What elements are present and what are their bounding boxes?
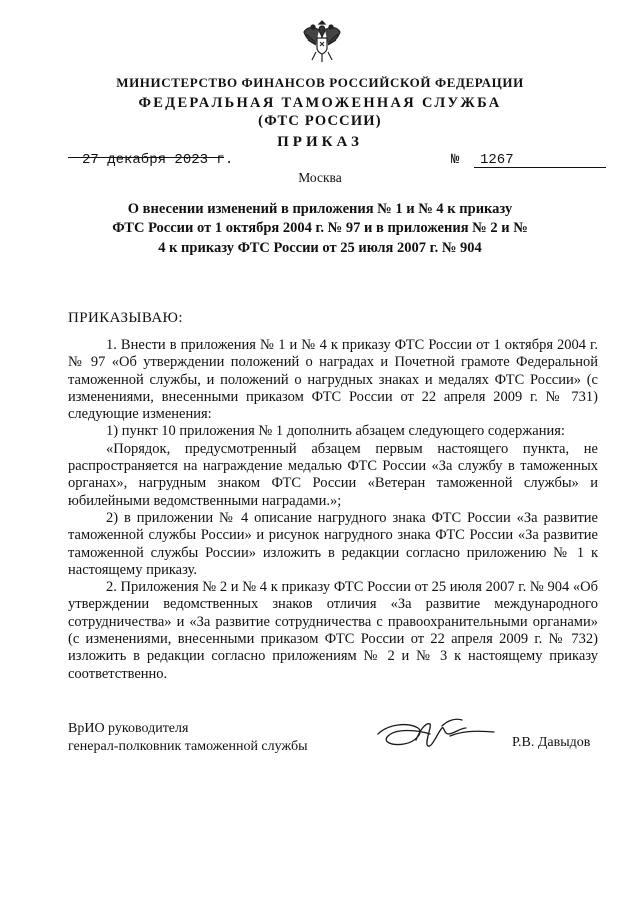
order-word: ПРИКАЗЫВАЮ:: [68, 310, 183, 326]
handwritten-signature: [370, 712, 508, 756]
coat-of-arms-emblem: [302, 18, 342, 64]
order-subject: О внесении изменений в приложения № 1 и № 4 к приказу ФТС России от 1 октября 2004 г. № 97 и в приложения № 2 и № 4 к приказу ФТС России от 25 июля 2007 г. № 904: [112, 201, 528, 256]
signer-name: Р.В. Давыдов: [512, 735, 591, 750]
paragraph-2: 2. Приложения № 2 и № 4 к приказу ФТС России от 25 июля 2007 г. № 904 «Об утверждении ведомственных знаков отличия «За развитие международного сотрудничества» и «За развитие сотрудничества с правоохранительными органами» (с изменениями, внесенными приказом ФТС России от 22 апреля 2009 г. № 732) изложить в редакции согласно приложениям № 2 и № 3 к настоящему приказу соответственно.: [68, 579, 598, 682]
document-type: ПРИКАЗ: [277, 134, 363, 150]
paragraph-1-item-2: 2) в приложении № 4 описание нагрудного знака ФТС России «За развитие таможенной службы России» и рисунок нагрудного знака ФТС России «За развитие таможенной службы России» изложить в редакции согласно приложению № 1 к настоящему приказу.: [68, 509, 598, 578]
signer-position-line-2: генерал-полковник таможенной службы: [68, 738, 308, 754]
signer-position: [68, 720, 307, 755]
city: Москва: [298, 170, 342, 185]
order-body: [68, 337, 598, 683]
signer-position-line-1: ВрИО руководителя: [68, 721, 189, 736]
order-number-label: №: [451, 152, 460, 168]
paragraph-1: 1. Внести в приложения № 1 и № 4 к приказу ФТС России от 1 октября 2004 г. № 97 «Об утверждении положений о наградах и Почетной грамоте Федеральной таможенной службы, и положений о нагрудных знаках и медалях ФТС России» (с изменениями, внесенными приказом ФТС России от 22 апреля 2009 г. № 731) следующие изменения:: [68, 337, 598, 423]
service-abbreviation: (ФТС РОССИИ): [258, 113, 382, 129]
paragraph-1-item-1: 1) пункт 10 приложения № 1 дополнить абзацем следующего содержания:: [106, 423, 565, 440]
order-date: 27 декабря 2023 г.: [82, 152, 234, 168]
order-number: 1267: [480, 152, 514, 168]
number-underline: [474, 167, 606, 168]
ministry-name: МИНИСТЕРСТВО ФИНАНСОВ РОССИЙСКОЙ ФЕДЕРАЦИИ: [116, 75, 524, 90]
service-name: ФЕДЕРАЛЬНАЯ ТАМОЖЕННАЯ СЛУЖБА: [138, 95, 502, 111]
paragraph-1-item-1-quote: «Порядок, предусмотренный абзацем первым настоящего пункта, не распространяется на награждение медалью ФТС России «За службу в таможенных органах», нагрудным знаком ФТС России «Ветеран таможенной службы» и юбилейными ведомственными наградами.»;: [68, 440, 598, 509]
date-underline: [68, 157, 224, 158]
